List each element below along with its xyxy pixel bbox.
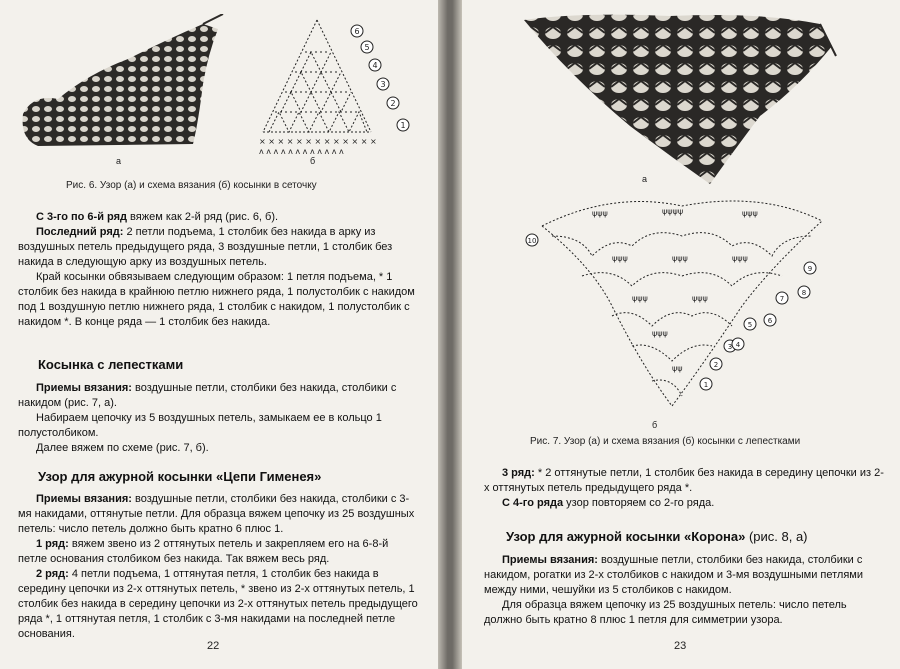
figure-6a-swatch-photo: [18, 14, 228, 154]
row-marker: 1: [400, 121, 406, 130]
svg-text:ψψψ: ψψψ: [632, 294, 648, 303]
svg-text:ψψ: ψψ: [672, 364, 683, 373]
para-lead: Последний ряд:: [36, 226, 124, 238]
para-text: 4 петли подъема, 1 оттянутая петля, 1 столбик без накида в середину цепочки из 2-х оттянутых петель, * звено из 2-х оттянутых петель, 1 столбик без накида в середину цепочки из 2-х оттянутых петель предыдущего ряда *, 1 оттянутая петля, 1 столбик с 3-мя накидами на последней петле основания.: [18, 568, 418, 640]
para-lead: Приемы вязания:: [36, 382, 132, 394]
row-marker: 10: [527, 237, 537, 245]
para-text: узор повторяем со 2-го ряда.: [563, 497, 715, 509]
para-text: Для образца вяжем цепочку из 25 воздушных петель: число петель должно быть кратно 8 плюс 1 петля для симметрии узора.: [484, 599, 847, 626]
para-text: вяжем звено из 2 оттянутых петель и закрепляем его на 6-8-й петле основания столбиком без накида. Так вяжем весь ряд.: [18, 538, 389, 565]
para-text: 2 петли подъема, 1 столбик без накида в арку из воздушных петель предыдущего ряда, 3 воздушные петли, 1 столбик без накида в следующую арку из воздушных петель.: [18, 226, 393, 268]
page-number: 22: [207, 640, 220, 652]
svg-text:ᴧ ᴧ ᴧ ᴧ ᴧ ᴧ ᴧ ᴧ ᴧ ᴧ ᴧ ᴧ: ᴧ ᴧ ᴧ ᴧ ᴧ ᴧ ᴧ ᴧ ᴧ ᴧ ᴧ ᴧ: [259, 147, 344, 156]
row-marker: 8: [801, 289, 807, 297]
left-text-block-1: [18, 210, 418, 330]
right-text-block-2: [484, 553, 884, 628]
row-marker: 1: [703, 381, 709, 389]
row-marker: 5: [747, 321, 753, 329]
row-marker: 9: [807, 265, 813, 273]
svg-text:ψψψ: ψψψ: [612, 254, 628, 263]
figure-6b-scheme: [245, 14, 415, 164]
svg-text:ψψψ: ψψψ: [732, 254, 748, 263]
row-marker: 3: [380, 80, 386, 89]
figure-6b-label: б: [310, 156, 316, 166]
para-lead: С 3-го по 6-й ряд: [36, 211, 127, 223]
row-marker: 6: [354, 27, 360, 36]
para-text: воздушные петли, столбики без накида, столбики с накидом (рис. 7, а).: [18, 382, 397, 409]
section-heading: Косынка с лепестками: [38, 357, 184, 372]
para-lead: 2 ряд:: [36, 568, 69, 580]
figure-6a-label: а: [116, 156, 122, 166]
left-page: [0, 0, 438, 669]
row-marker: 4: [735, 341, 741, 349]
para-text: Край косынки обвязываем следующим образом: 1 петля подъема, * 1 столбик без накида в крайнюю петлю нижнего ряда, 1 полустолбик с накидом под 1 воздушную петлю нижнего ряда, 1 столбик с накидом, 1 полустолбик с накидом *. В конце ряда — 1 столбик без накида.: [18, 271, 415, 328]
figure-7b-label: б: [652, 420, 658, 430]
section-heading-title: Узор для ажурной косынки «Корона»: [506, 529, 746, 544]
row-marker: 7: [779, 295, 785, 303]
svg-text:ψψψ: ψψψ: [592, 209, 608, 218]
book-spine-gutter: [438, 0, 462, 669]
para-text: Набираем цепочку из 5 воздушных петель, замыкаем ее в кольцо 1 полустолбиком.: [18, 412, 382, 439]
figure-7a-label: а: [642, 174, 648, 184]
para-lead: Приемы вязания:: [502, 554, 598, 566]
para-text: Далее вяжем по схеме (рис. 7, б).: [36, 442, 209, 454]
svg-text:ψψψ: ψψψ: [692, 294, 708, 303]
left-text-block-2: [18, 381, 418, 456]
page-number: 23: [674, 640, 687, 652]
para-text: воздушные петли, столбики без накида, столбики с накидом, рогатки из 2-х столбиков с накидом и 3-мя воздушными петлями между ними, чешуйки из 5 столбиков с накидом.: [484, 554, 863, 596]
section-heading: [506, 529, 808, 544]
left-text-block-3: [18, 492, 418, 642]
figure-7-caption: Рис. 7. Узор (а) и схема вязания (б) косынки с лепестками: [530, 436, 801, 447]
svg-text:ψψψψ: ψψψψ: [662, 207, 684, 216]
svg-text:ψψψ: ψψψ: [742, 209, 758, 218]
figure-7b-scheme: [522, 196, 862, 436]
para-lead: 1 ряд:: [36, 538, 69, 550]
row-marker: 4: [372, 61, 378, 70]
row-marker: 2: [713, 361, 719, 369]
row-marker: 6: [767, 317, 773, 325]
section-heading-ref: (рис. 8, а): [745, 529, 808, 544]
right-text-block-1: [484, 466, 884, 511]
row-marker: 5: [364, 43, 370, 52]
row-marker: 3: [727, 343, 733, 351]
figure-6-caption: Рис. 6. Узор (а) и схема вязания (б) косынки в сеточку: [66, 180, 317, 191]
svg-text:ψψψ: ψψψ: [652, 329, 668, 338]
section-heading: Узор для ажурной косынки «Цепи Гименея»: [38, 469, 322, 484]
svg-text:× × × × × × × × × × × × ×: × × × × × × × × × × × × ×: [259, 137, 377, 146]
para-text: воздушные петли, столбики без накида, столбики с 3-мя накидами, оттянутые петли. Для образца вяжем цепочку из 25 воздушных петель: число петель должно быть кратно 6 плюс 1.: [18, 493, 415, 535]
para-text: * 2 оттянутые петли, 1 столбик без накида в середину цепочки из 2-х оттянутых петель предыдущего ряда *.: [484, 467, 884, 494]
para-lead: С 4-го ряда: [502, 497, 564, 509]
figure-7a-swatch-photo: [520, 6, 840, 186]
svg-text:ψψψ: ψψψ: [672, 254, 688, 263]
para-lead: Приемы вязания:: [36, 493, 132, 505]
right-page: [462, 0, 900, 669]
para-lead: 3 ряд:: [502, 467, 535, 479]
row-marker: 2: [390, 99, 396, 108]
para-text: вяжем как 2-й ряд (рис. 6, б).: [127, 211, 279, 223]
